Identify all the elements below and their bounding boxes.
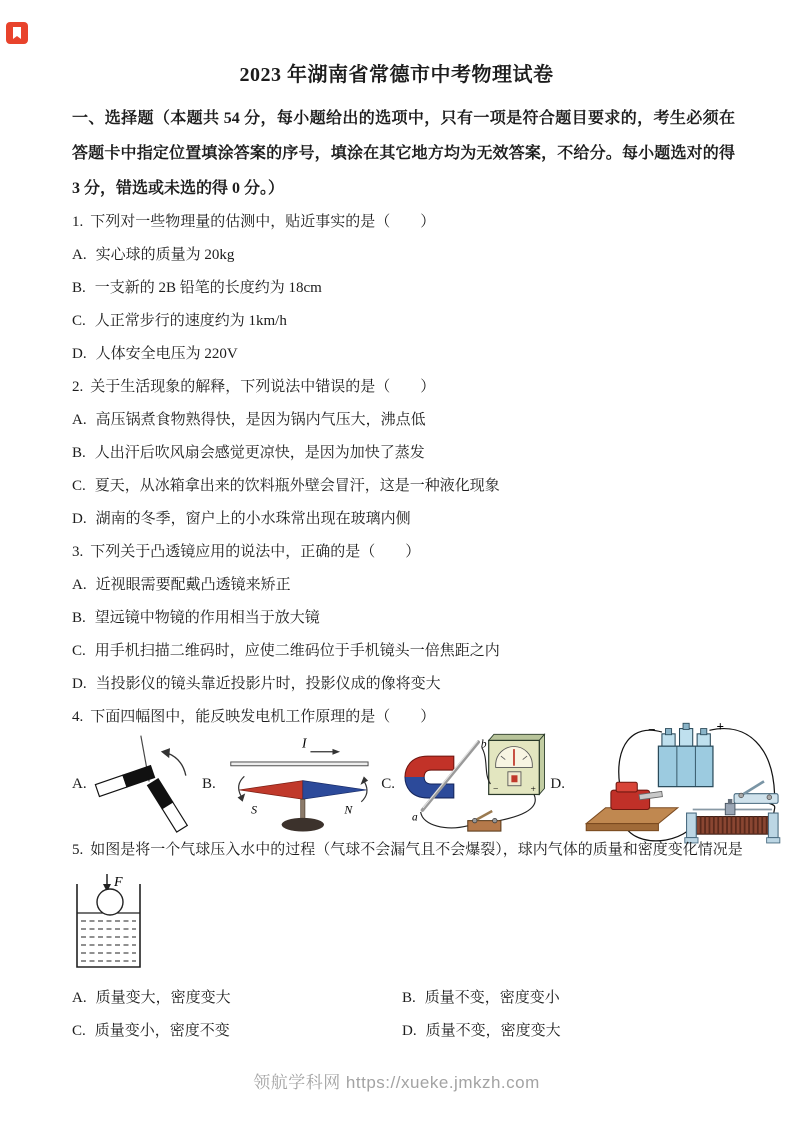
- question-4-text: 下面四幅图中，能反映发电机工作原理的是（ ）: [90, 709, 436, 725]
- figure-option-b: [202, 734, 379, 834]
- option-text: 望远镜中物镜的作用相当于放大镜: [94, 610, 320, 626]
- option-label: D.: [72, 676, 87, 692]
- option-text: 人出汗后吹风扇会感觉更凉快，是因为加快了蒸发: [94, 445, 425, 461]
- question-3-stem: [72, 536, 793, 569]
- question-1-number: 1.: [72, 214, 84, 230]
- question-2-option-d: [72, 503, 793, 536]
- option-text: 当投影仪的镜头靠近投影片时，投影仪成的像将变大: [95, 676, 441, 692]
- question-4-number: 4.: [72, 709, 84, 725]
- figure-option-d: [550, 718, 784, 850]
- question-3-option-d: [72, 668, 793, 701]
- question-5-options: [72, 982, 793, 1048]
- option-label: B.: [72, 280, 86, 296]
- option-text: 质量变大，密度变大: [95, 990, 231, 1006]
- option-label: C.: [72, 478, 86, 494]
- question-area: [72, 206, 793, 1048]
- question-5-option-b: [402, 982, 793, 1015]
- battery-minus-label: −: [647, 721, 656, 737]
- option-label: B.: [72, 610, 86, 626]
- question-3-option-c: [72, 635, 793, 668]
- option-text: 人正常步行的速度约为 1km/h: [94, 313, 287, 329]
- question-4-figures: [72, 719, 784, 834]
- red-bookmark-icon[interactable]: [6, 22, 28, 44]
- section-instructions: 一、选择题（本题共 54 分，每小题给出的选项中，只有一项是符合题目要求的，考生必须在答题卡中指定位置填涂答案的序号，填涂在其它地方均为无效答案，不给分。每小题选对的得 3 分，错选或未选的得 0 分。）: [72, 110, 735, 197]
- rod-end-b-label: b: [480, 738, 487, 751]
- question-5-number: 5.: [72, 842, 84, 858]
- force-label: F: [114, 875, 123, 890]
- question-5-text: 如图是将一个气球压入水中的过程（气球不会漏气且不会爆裂），球内气体的质量和密度变化情况是: [90, 842, 743, 858]
- option-text: 夏天，从冰箱拿出来的饮料瓶外壁会冒汗，这是一种液化现象: [94, 478, 500, 494]
- page-title: 2023 年湖南省常德市中考物理试卷: [239, 64, 554, 86]
- question-2-text: 关于生活现象的解释，下列说法中错误的是（ ）: [90, 379, 436, 395]
- north-pole-label: N: [344, 802, 353, 817]
- question-5-option-d: [402, 1015, 793, 1048]
- question-1-text: 下列对一些物理量的估测中，贴近事实的是（ ）: [90, 214, 436, 230]
- question-2-option-b: [72, 437, 793, 470]
- rod-end-a-label: a: [411, 811, 418, 824]
- question-3-option-b: [72, 602, 793, 635]
- question-1-option-b: [72, 272, 793, 305]
- option-label: C.: [72, 643, 86, 659]
- meter-minus-label: −: [493, 783, 499, 795]
- option-label: D.: [72, 346, 87, 362]
- question-2-stem: [72, 371, 793, 404]
- option-label: B.: [72, 445, 86, 461]
- battery-plus-label: +: [716, 719, 724, 735]
- option-text: 质量不变，密度变大: [425, 1023, 561, 1039]
- balloon-in-water-figure: [74, 872, 144, 970]
- generator-principle-figure: [398, 728, 548, 840]
- option-label: B.: [402, 990, 416, 1006]
- question-1-option-a: [72, 239, 793, 272]
- option-label: A.: [72, 990, 87, 1006]
- option-text: 近视眼需要配戴凸透镜来矫正: [95, 577, 291, 593]
- option-label: C.: [72, 313, 86, 329]
- option-text: 一支新的 2B 铅笔的长度约为 18cm: [94, 280, 322, 296]
- option-text: 实心球的质量为 20kg: [95, 247, 235, 263]
- question-2-option-c: [72, 470, 793, 503]
- figure-option-label-a: A.: [72, 775, 87, 792]
- question-5-option-c: [72, 1015, 402, 1048]
- option-text: 湖南的冬季，窗户上的小水珠常出现在玻璃内侧: [95, 511, 411, 527]
- option-text: 高压锅煮食物熟得快，是因为锅内气压大，沸点低: [95, 412, 426, 428]
- figure-option-label-d: D.: [550, 775, 565, 792]
- question-3-option-a: [72, 569, 793, 602]
- figure-option-label-b: B.: [202, 775, 216, 792]
- question-5-option-a: [72, 982, 402, 1015]
- option-label: D.: [402, 1023, 417, 1039]
- question-3-text: 下列关于凸透镜应用的说法中，正确的是（ ）: [90, 544, 421, 560]
- option-text: 质量不变，密度变小: [424, 990, 560, 1006]
- question-2-option-a: [72, 404, 793, 437]
- question-1-stem: [72, 206, 793, 239]
- question-1-option-d: [72, 338, 793, 371]
- option-text: 用手机扫描二维码时，应使二维码位于手机镜头一倍焦距之内: [94, 643, 500, 659]
- south-pole-label: S: [250, 802, 257, 817]
- figure-option-c: [381, 728, 548, 840]
- question-2-number: 2.: [72, 379, 84, 395]
- meter-plus-label: +: [530, 783, 536, 795]
- option-label: C.: [72, 1023, 86, 1039]
- question-1-option-c: [72, 305, 793, 338]
- option-label: A.: [72, 247, 87, 263]
- magnets-on-string-figure: [90, 734, 200, 834]
- question-3-number: 3.: [72, 544, 84, 560]
- question-5-figure: [74, 872, 793, 972]
- watermark-site-link[interactable]: 领航学科网 https://xueke.jmkzh.com: [253, 1073, 540, 1092]
- figure-option-a: [72, 734, 200, 834]
- electromagnet-circuit-figure: [568, 718, 784, 850]
- option-label: A.: [72, 577, 87, 593]
- option-label: D.: [72, 511, 87, 527]
- figure-option-label-c: C.: [381, 775, 395, 792]
- option-text: 人体安全电压为 220V: [95, 346, 238, 362]
- option-label: A.: [72, 412, 87, 428]
- question-5-stem: [72, 834, 793, 867]
- compass-under-wire-figure: [219, 734, 379, 834]
- option-text: 质量变小，密度不变: [94, 1023, 230, 1039]
- current-label: I: [301, 735, 307, 751]
